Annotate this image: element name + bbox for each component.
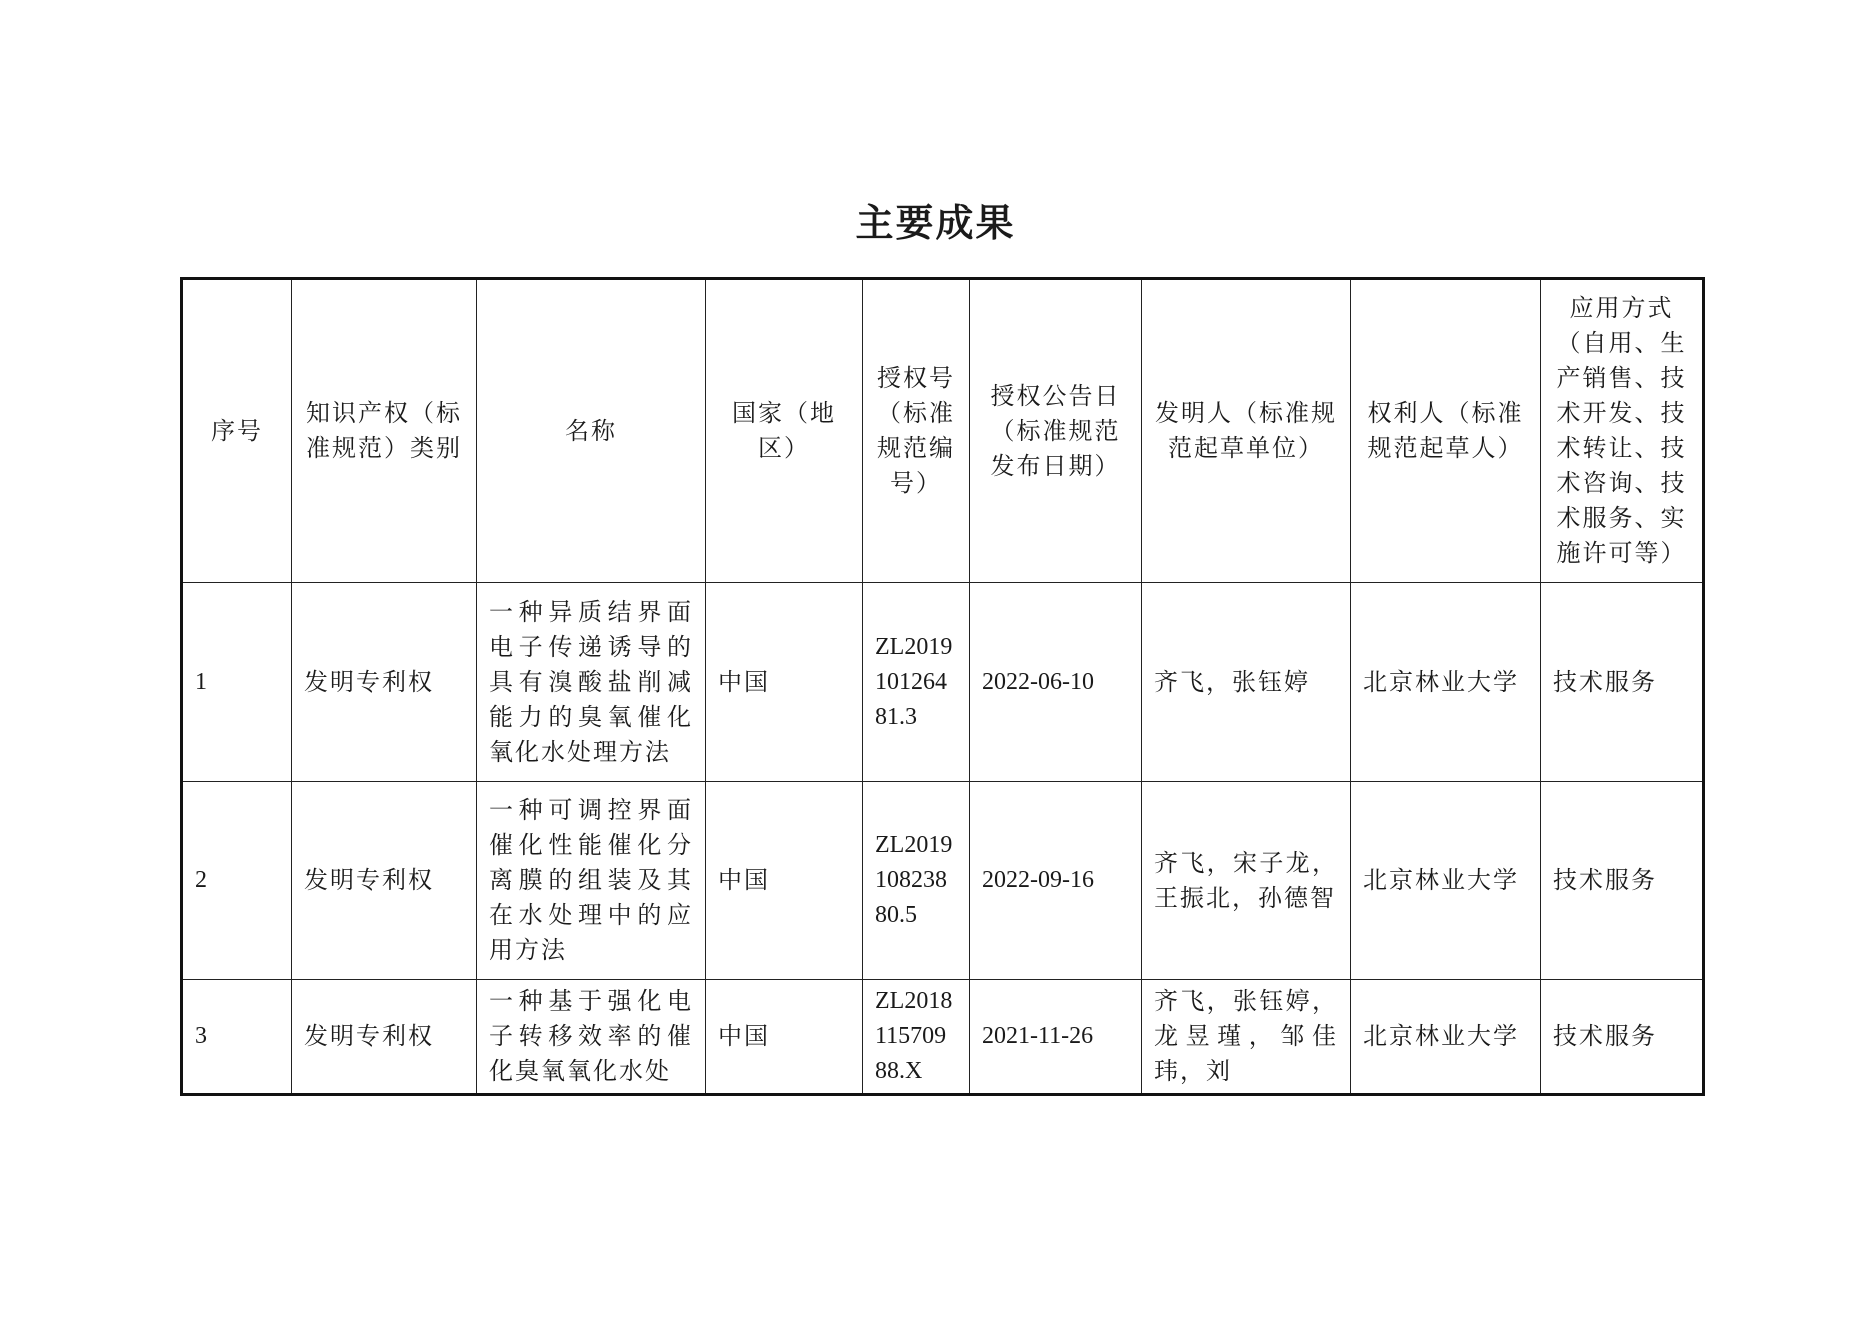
header-owner: 权利人（标准规范起草人） <box>1351 279 1541 583</box>
cell-ip-type: 发明专利权 <box>292 583 477 782</box>
results-table <box>180 277 1705 1096</box>
cell-application: 技术服务 <box>1541 980 1704 1095</box>
cell-grant-no: ZL201910823880.5 <box>863 782 970 980</box>
cell-grant-date: 2022-09-16 <box>970 782 1142 980</box>
cell-owner: 北京林业大学 <box>1351 980 1541 1095</box>
cell-owner: 北京林业大学 <box>1351 583 1541 782</box>
table-row <box>182 980 1704 1095</box>
cell-seq: 3 <box>182 980 292 1095</box>
table-header-row <box>182 279 1704 583</box>
cell-grant-date: 2021-11-26 <box>970 980 1142 1095</box>
cell-grant-date: 2022-06-10 <box>970 583 1142 782</box>
cell-name: 一种可调控界面催化性能催化分离膜的组装及其在水处理中的应用方法 <box>477 782 706 980</box>
cell-inventors: 齐飞，张钰婷，龙昱瑾，邹佳玮，刘 <box>1142 980 1351 1095</box>
header-seq: 序号 <box>182 279 292 583</box>
page-title: 主要成果 <box>855 201 1016 245</box>
table-row <box>182 583 1704 782</box>
cell-country: 中国 <box>706 980 863 1095</box>
cell-application: 技术服务 <box>1541 583 1704 782</box>
cell-name: 一种基于强化电子转移效率的催化臭氧氧化水处 <box>477 980 706 1095</box>
header-grant-date: 授权公告日（标准规范发布日期） <box>970 279 1142 583</box>
cell-seq: 1 <box>182 583 292 782</box>
cell-ip-type: 发明专利权 <box>292 782 477 980</box>
table-row <box>182 782 1704 980</box>
cell-ip-type: 发明专利权 <box>292 980 477 1095</box>
cell-seq: 2 <box>182 782 292 980</box>
cell-owner: 北京林业大学 <box>1351 782 1541 980</box>
cell-grant-no: ZL201910126481.3 <box>863 583 970 782</box>
cell-name: 一种异质结界面电子传递诱导的具有溴酸盐削减能力的臭氧催化氧化水处理方法 <box>477 583 706 782</box>
cell-country: 中国 <box>706 782 863 980</box>
cell-inventors: 齐飞，宋子龙，王振北，孙德智 <box>1142 782 1351 980</box>
header-ip-type: 知识产权（标准规范）类别 <box>292 279 477 583</box>
header-country: 国家（地区） <box>706 279 863 583</box>
header-application: 应用方式（自用、生产销售、技术开发、技术转让、技术咨询、技术服务、实施许可等） <box>1541 279 1704 583</box>
header-grant-no: 授权号（标准规范编号） <box>863 279 970 583</box>
header-name: 名称 <box>477 279 706 583</box>
cell-country: 中国 <box>706 583 863 782</box>
cell-application: 技术服务 <box>1541 782 1704 980</box>
cell-grant-no: ZL201811570988.X <box>863 980 970 1095</box>
header-inventors: 发明人（标准规范起草单位） <box>1142 279 1351 583</box>
cell-inventors: 齐飞，张钰婷 <box>1142 583 1351 782</box>
